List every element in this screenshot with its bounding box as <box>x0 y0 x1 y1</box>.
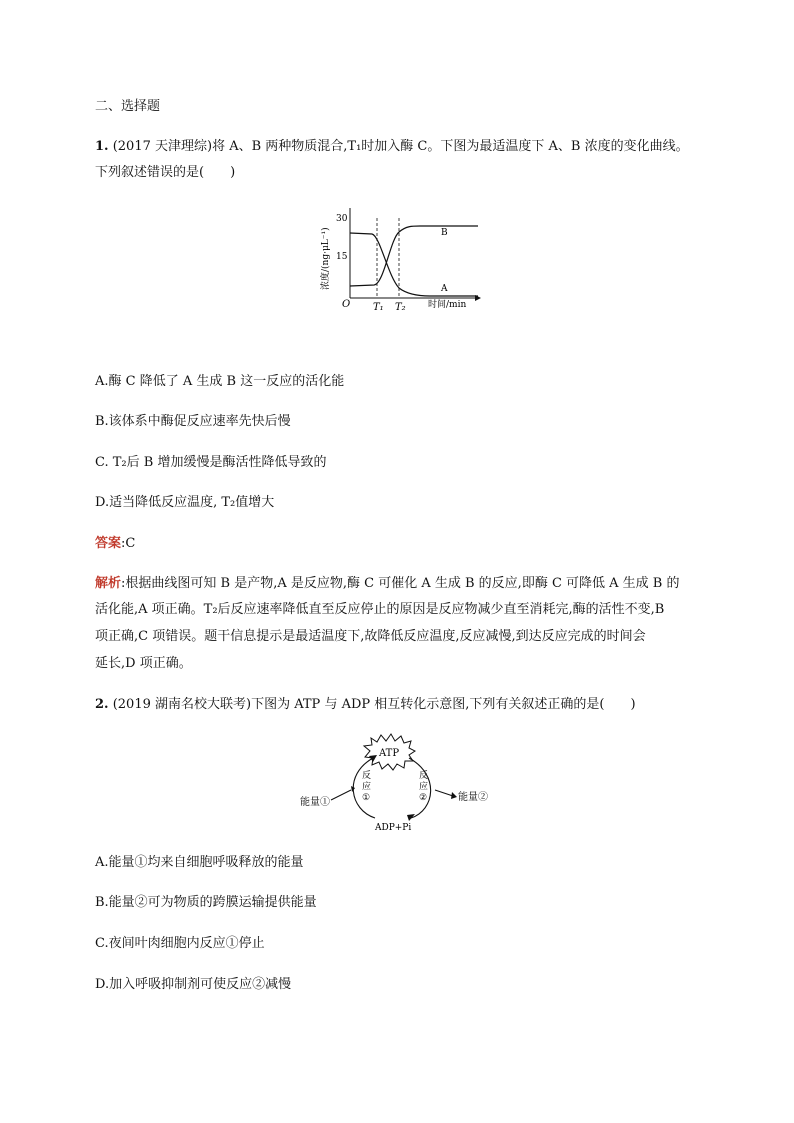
q1-analysis-line3: 项正确,C 项错误。题干信息提示是最适温度下,故降低反应温度,反应减慢,到达反应完成的时间会 <box>95 629 646 644</box>
q1-concentration-figure <box>300 200 500 320</box>
q1-analysis-line2: 活化能,A 项正确。T₂后反应速率降低直至反应停止的原因是反应物减少直至消耗完,酶的活性不变,B <box>95 602 665 617</box>
energy2-arrowhead <box>451 792 457 799</box>
q2-option-d: D.加入呼吸抑制剂可使反应②减慢 <box>95 977 292 992</box>
curve-b-label: B <box>441 228 448 238</box>
adp-label: ADP+Pi <box>375 823 412 833</box>
q1-option-b: B.该体系中酶促反应速率先快后慢 <box>95 414 291 429</box>
energy2-arrow <box>435 790 453 796</box>
q2-number: 2. <box>95 697 109 712</box>
reaction2-char1: 反 <box>419 771 429 781</box>
q2-stem-text: (2019 湖南名校大联考)下图为 ATP 与 ADP 相互转化示意图,下列有关叙述正确的是( ) <box>112 697 636 712</box>
x-axis-label: 时间/min <box>428 300 467 310</box>
q2-option-b: B.能量②可为物质的跨膜运输提供能量 <box>95 895 317 910</box>
reaction1-char1: 反 <box>362 771 372 781</box>
energy1-label: 能量① <box>300 797 330 808</box>
energy2-label: 能量② <box>458 792 488 803</box>
t2-label: T₂ <box>395 302 406 313</box>
q1-option-a: A.酶 C 降低了 A 生成 B 这一反应的活化能 <box>95 374 345 389</box>
q2-atp-adp-figure <box>295 730 505 835</box>
analysis-text-1: :根据曲线图可知 B 是产物,A 是反应物,酶 C 可催化 A 生成 B 的反应,即酶 C 可降低 A 生成 B 的 <box>121 576 680 591</box>
q2-stem <box>95 695 636 715</box>
reaction1-char2: 应 <box>362 782 372 792</box>
q1-stem-line2: 下列叙述错误的是( ) <box>95 165 236 180</box>
t1-label: T₁ <box>373 302 384 313</box>
curve-a <box>350 233 478 296</box>
q2-option-a: A.能量①均来自细胞呼吸释放的能量 <box>95 855 304 870</box>
q1-number: 1. <box>95 139 109 154</box>
q1-answer <box>95 534 135 554</box>
atp-label: ATP <box>379 748 400 759</box>
y-tick-30: 30 <box>336 214 348 224</box>
reaction1-char3: ① <box>362 793 371 803</box>
q1-option-d: D.适当降低反应温度, T₂值增大 <box>95 495 275 510</box>
y-tick-15: 15 <box>336 252 348 262</box>
answer-value: :C <box>121 536 136 551</box>
origin-label: O <box>342 299 351 310</box>
q1-option-c: C. T₂后 B 增加缓慢是酶活性降低导致的 <box>95 455 327 470</box>
q1-stem-text: (2017 天津理综)将 A、B 两种物质混合,T₁时加入酶 C。下图为最适温度下 A、B 浓度的变化曲线。 <box>112 139 689 154</box>
curve-a-label: A <box>441 284 448 294</box>
energy1-arrow <box>331 790 351 800</box>
q1-stem-line1 <box>95 137 689 157</box>
q1-analysis-line1 <box>95 574 680 594</box>
answer-label: 答案 <box>95 536 122 551</box>
q2-option-c: C.夜间叶肉细胞内反应①停止 <box>95 936 265 951</box>
curve-b <box>350 226 478 286</box>
analysis-label: 解析 <box>95 576 122 591</box>
section-title: 二、选择题 <box>95 99 161 114</box>
reaction2-char2: 应 <box>419 782 429 792</box>
q1-analysis-line4: 延长,D 项正确。 <box>95 656 192 671</box>
reaction2-char3: ② <box>419 793 428 803</box>
y-axis-label: 浓度/(ng·μL⁻¹) <box>321 227 331 290</box>
